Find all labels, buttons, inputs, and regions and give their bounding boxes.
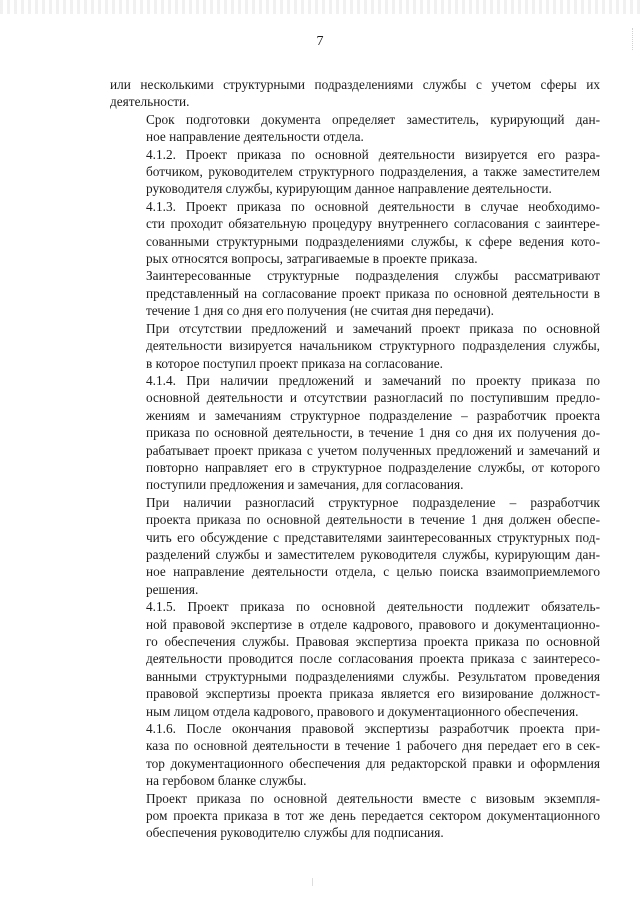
text-line: При отсутствии предложений и замечаний проект приказа по основной: [146, 320, 600, 336]
text-line: приказа по основной деятельности, в течение 1 дня со дня их получения до-: [146, 425, 600, 441]
document-body: [110, 76, 600, 842]
text-line: деятельности проводится после согласования проекта приказа с заинтересо-: [146, 651, 600, 667]
text-line: деятельности визируется начальником структурного подразделения службы,: [146, 338, 600, 354]
text-line: представленный на согласование проект приказа по основной деятельности в: [146, 285, 600, 301]
text-line: 4.1.2. Проект приказа по основной деятельности визируется его разра-: [146, 146, 600, 162]
text-line: рых относятся вопросы, затрагиваемые в проекте приказа.: [146, 251, 478, 267]
text-line: го обеспечения службы. Правовая экспертиза проекта приказа по основной: [146, 634, 600, 649]
text-line: деятельности.: [110, 94, 190, 110]
text-line: сованными структурными подразделениями службы, к сфере ведения кото-: [146, 233, 600, 249]
paragraph: [110, 494, 600, 598]
text-line: правовой экспертизы проекта приказа является его визирование должност-: [146, 686, 600, 702]
text-line: ванными структурными подразделениями службы. Результатом проведения: [146, 668, 600, 684]
text-line: ное направление деятельности отдела.: [146, 129, 364, 145]
text-line: руководителя службы, курирующим данное направление деятельности.: [146, 181, 552, 197]
paragraph: [110, 146, 600, 198]
text-line: на гербовом бланке службы.: [146, 773, 307, 789]
paragraph: [110, 76, 600, 111]
paragraph: [110, 198, 600, 268]
text-line: 4.1.6. После окончания правовой экспертизы разработчик проекта при-: [146, 721, 600, 737]
text-line: жениям и замечаниям структурное подразделение – разработчик проекта: [146, 407, 600, 423]
text-line: ное направление деятельности отдела, с целью поиска взаимоприемлемого: [146, 564, 600, 580]
text-line: поступили предложения и замечания, для согласования.: [146, 477, 464, 493]
text-line: проекта приказа по основной деятельности в течение 1 дня должен обеспе-: [146, 512, 600, 528]
text-line: или несколькими структурными подразделениями службы с учетом сферы их: [110, 77, 600, 92]
text-line: ром проекта приказа в тот же день передается сектором документационного: [146, 808, 600, 824]
paragraph: [110, 111, 600, 146]
text-line: При наличии разногласий структурное подразделение – разработчик: [146, 494, 600, 510]
text-line: сти проходит обязательную процедуру внутреннего согласования с заинтере-: [146, 216, 600, 232]
paragraph: [110, 790, 600, 842]
text-line: тор документационного обеспечения для редакторской правки и оформления: [146, 755, 600, 771]
text-line: течение 1 дня со дня его получения (не считая дня передачи).: [146, 303, 494, 319]
text-line: в которое поступил проект приказа на согласование.: [146, 355, 443, 371]
text-line: чить его обсуждение с представителями заинтересованных структурных под-: [146, 529, 600, 545]
text-line: ной правовой экспертизе в отделе кадрового, правового и документационно-: [146, 616, 600, 632]
paragraph: [110, 372, 600, 494]
text-line: 4.1.3. Проект приказа по основной деятельности в случае необходимо-: [146, 198, 600, 214]
paragraph: [110, 320, 600, 372]
text-line: разделений службы и заместителем руководителя службы, курирующим дан-: [146, 546, 600, 562]
paragraph: [110, 267, 600, 319]
scan-bottom-mark: [312, 878, 317, 886]
text-line: решения.: [146, 581, 199, 597]
text-line: рабатывает проект приказа с учетом полученных предложений и замечаний и: [146, 442, 600, 458]
paragraph: [110, 720, 600, 790]
text-line: ным лицом отдела кадрового, правового и документационного обеспечения.: [146, 703, 579, 719]
text-line: 4.1.4. При наличии предложений и замечаний по проекту приказа по: [146, 372, 600, 388]
text-line: 4.1.5. Проект приказа по основной деятельности подлежит обязатель-: [146, 599, 600, 615]
text-line: Срок подготовки документа определяет заместитель, курирующий дан-: [146, 111, 600, 127]
text-line: повторно направляет его в структурное подразделение службы, от которого: [146, 459, 600, 475]
text-line: обеспечения руководителю службы для подписания.: [146, 825, 444, 841]
text-line: ботчиком, руководителем структурного подразделения, а также заместителем: [146, 164, 600, 180]
page-number: 7: [316, 34, 324, 49]
paragraph: [110, 598, 600, 720]
text-line: основной деятельности и отсутствии разногласий по поступившим предло-: [146, 390, 600, 406]
text-line: каза по основной деятельности в течение 1 рабочего дня передает его в сек-: [146, 738, 600, 754]
scan-top-strip: [0, 0, 640, 14]
text-line: Проект приказа по основной деятельности вместе с визовым экземпля-: [146, 790, 600, 806]
text-line: Заинтересованные структурные подразделения службы рассматривают: [146, 268, 600, 284]
